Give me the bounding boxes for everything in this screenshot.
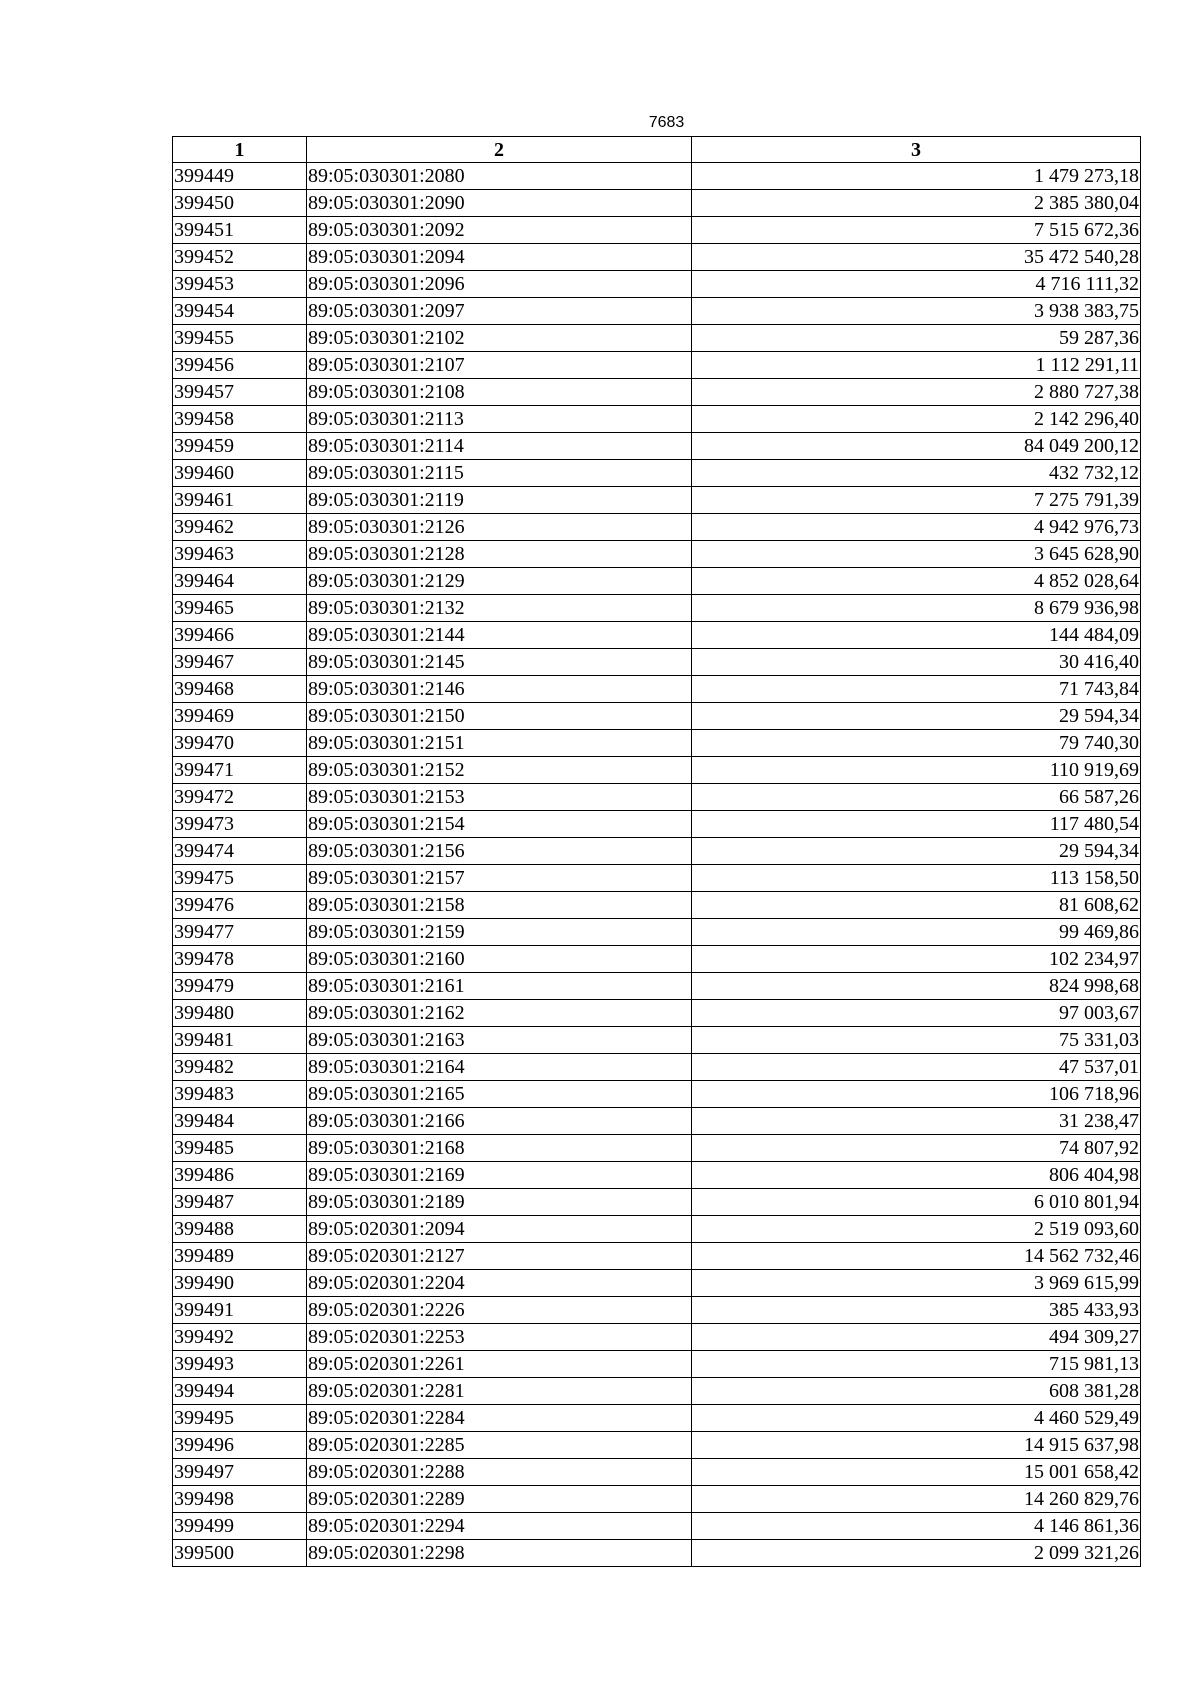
table-row xyxy=(173,1027,1141,1054)
value-cell: 110 919,69 xyxy=(692,757,1141,784)
cadastral-number-cell: 89:05:030301:2113 xyxy=(307,406,692,433)
row-number-cell: 399483 xyxy=(173,1081,307,1108)
cadastral-number-cell: 89:05:030301:2097 xyxy=(307,298,692,325)
value-cell: 824 998,68 xyxy=(692,973,1141,1000)
value-cell: 385 433,93 xyxy=(692,1297,1141,1324)
table-row xyxy=(173,1486,1141,1513)
value-cell: 432 732,12 xyxy=(692,460,1141,487)
value-cell: 2 519 093,60 xyxy=(692,1216,1141,1243)
table-row xyxy=(173,244,1141,271)
cadastral-number-cell: 89:05:030301:2150 xyxy=(307,703,692,730)
table-row xyxy=(173,1108,1141,1135)
row-number-cell: 399464 xyxy=(173,568,307,595)
column-header-3: 3 xyxy=(692,137,1141,163)
row-number-cell: 399499 xyxy=(173,1513,307,1540)
value-cell: 806 404,98 xyxy=(692,1162,1141,1189)
table-row xyxy=(173,433,1141,460)
value-cell: 81 608,62 xyxy=(692,892,1141,919)
table-row xyxy=(173,460,1141,487)
row-number-cell: 399465 xyxy=(173,595,307,622)
value-cell: 144 484,09 xyxy=(692,622,1141,649)
table-row xyxy=(173,1297,1141,1324)
table-row xyxy=(173,487,1141,514)
page-number: 7683 xyxy=(648,114,685,131)
table-row xyxy=(173,622,1141,649)
cadastral-number-cell: 89:05:030301:2189 xyxy=(307,1189,692,1216)
cadastral-number-cell: 89:05:020301:2204 xyxy=(307,1270,692,1297)
value-cell: 31 238,47 xyxy=(692,1108,1141,1135)
table-row xyxy=(173,568,1141,595)
value-cell: 608 381,28 xyxy=(692,1378,1141,1405)
value-cell: 59 287,36 xyxy=(692,325,1141,352)
row-number-cell: 399461 xyxy=(173,487,307,514)
value-cell: 4 460 529,49 xyxy=(692,1405,1141,1432)
cadastral-number-cell: 89:05:030301:2168 xyxy=(307,1135,692,1162)
row-number-cell: 399495 xyxy=(173,1405,307,1432)
table-row xyxy=(173,703,1141,730)
value-cell: 2 099 321,26 xyxy=(692,1540,1141,1567)
row-number-cell: 399482 xyxy=(173,1054,307,1081)
value-cell: 74 807,92 xyxy=(692,1135,1141,1162)
value-cell: 715 981,13 xyxy=(692,1351,1141,1378)
row-number-cell: 399471 xyxy=(173,757,307,784)
table-row xyxy=(173,163,1141,190)
row-number-cell: 399480 xyxy=(173,1000,307,1027)
table-row xyxy=(173,271,1141,298)
table-row xyxy=(173,1054,1141,1081)
row-number-cell: 399481 xyxy=(173,1027,307,1054)
table-row xyxy=(173,1405,1141,1432)
table-row xyxy=(173,1351,1141,1378)
cadastral-number-cell: 89:05:030301:2165 xyxy=(307,1081,692,1108)
value-cell: 494 309,27 xyxy=(692,1324,1141,1351)
value-cell: 71 743,84 xyxy=(692,676,1141,703)
value-cell: 3 969 615,99 xyxy=(692,1270,1141,1297)
value-cell: 99 469,86 xyxy=(692,919,1141,946)
table-row xyxy=(173,1189,1141,1216)
cadastral-number-cell: 89:05:020301:2094 xyxy=(307,1216,692,1243)
row-number-cell: 399493 xyxy=(173,1351,307,1378)
cadastral-number-cell: 89:05:030301:2145 xyxy=(307,649,692,676)
cadastral-number-cell: 89:05:030301:2132 xyxy=(307,595,692,622)
cadastral-number-cell: 89:05:030301:2096 xyxy=(307,271,692,298)
cadastral-number-cell: 89:05:030301:2126 xyxy=(307,514,692,541)
value-cell: 2 385 380,04 xyxy=(692,190,1141,217)
table-row xyxy=(173,352,1141,379)
cadastral-table xyxy=(172,136,1141,1567)
row-number-cell: 399450 xyxy=(173,190,307,217)
cadastral-number-cell: 89:05:030301:2159 xyxy=(307,919,692,946)
row-number-cell: 399454 xyxy=(173,298,307,325)
table-row xyxy=(173,1432,1141,1459)
column-header-1: 1 xyxy=(173,137,307,163)
value-cell: 117 480,54 xyxy=(692,811,1141,838)
row-number-cell: 399490 xyxy=(173,1270,307,1297)
row-number-cell: 399477 xyxy=(173,919,307,946)
row-number-cell: 399498 xyxy=(173,1486,307,1513)
row-number-cell: 399474 xyxy=(173,838,307,865)
row-number-cell: 399470 xyxy=(173,730,307,757)
value-cell: 8 679 936,98 xyxy=(692,595,1141,622)
cadastral-number-cell: 89:05:020301:2253 xyxy=(307,1324,692,1351)
cadastral-number-cell: 89:05:030301:2129 xyxy=(307,568,692,595)
table-row xyxy=(173,1081,1141,1108)
cadastral-number-cell: 89:05:030301:2094 xyxy=(307,244,692,271)
cadastral-number-cell: 89:05:020301:2127 xyxy=(307,1243,692,1270)
value-cell: 4 716 111,32 xyxy=(692,271,1141,298)
cadastral-number-cell: 89:05:030301:2080 xyxy=(307,163,692,190)
cadastral-number-cell: 89:05:030301:2153 xyxy=(307,784,692,811)
cadastral-number-cell: 89:05:030301:2144 xyxy=(307,622,692,649)
cadastral-number-cell: 89:05:030301:2161 xyxy=(307,973,692,1000)
column-header-2: 2 xyxy=(307,137,692,163)
cadastral-number-cell: 89:05:030301:2169 xyxy=(307,1162,692,1189)
table-row xyxy=(173,190,1141,217)
row-number-cell: 399456 xyxy=(173,352,307,379)
value-cell: 47 537,01 xyxy=(692,1054,1141,1081)
cadastral-number-cell: 89:05:030301:2128 xyxy=(307,541,692,568)
table-row xyxy=(173,406,1141,433)
table-row xyxy=(173,541,1141,568)
row-number-cell: 399462 xyxy=(173,514,307,541)
cadastral-number-cell: 89:05:030301:2146 xyxy=(307,676,692,703)
row-number-cell: 399486 xyxy=(173,1162,307,1189)
cadastral-number-cell: 89:05:030301:2092 xyxy=(307,217,692,244)
table-row xyxy=(173,838,1141,865)
row-number-cell: 399460 xyxy=(173,460,307,487)
cadastral-number-cell: 89:05:030301:2107 xyxy=(307,352,692,379)
value-cell: 14 915 637,98 xyxy=(692,1432,1141,1459)
row-number-cell: 399451 xyxy=(173,217,307,244)
table-row xyxy=(173,1135,1141,1162)
table-row xyxy=(173,784,1141,811)
cadastral-number-cell: 89:05:020301:2298 xyxy=(307,1540,692,1567)
value-cell: 2 880 727,38 xyxy=(692,379,1141,406)
cadastral-number-cell: 89:05:020301:2289 xyxy=(307,1486,692,1513)
value-cell: 75 331,03 xyxy=(692,1027,1141,1054)
row-number-cell: 399489 xyxy=(173,1243,307,1270)
value-cell: 3 938 383,75 xyxy=(692,298,1141,325)
value-cell: 97 003,67 xyxy=(692,1000,1141,1027)
cadastral-number-cell: 89:05:030301:2157 xyxy=(307,865,692,892)
table-header xyxy=(173,137,1141,163)
cadastral-number-cell: 89:05:030301:2166 xyxy=(307,1108,692,1135)
row-number-cell: 399459 xyxy=(173,433,307,460)
cadastral-number-cell: 89:05:020301:2285 xyxy=(307,1432,692,1459)
table-row xyxy=(173,919,1141,946)
cadastral-number-cell: 89:05:030301:2154 xyxy=(307,811,692,838)
cadastral-number-cell: 89:05:020301:2226 xyxy=(307,1297,692,1324)
value-cell: 79 740,30 xyxy=(692,730,1141,757)
value-cell: 7 275 791,39 xyxy=(692,487,1141,514)
value-cell: 14 260 829,76 xyxy=(692,1486,1141,1513)
value-cell: 35 472 540,28 xyxy=(692,244,1141,271)
row-number-cell: 399485 xyxy=(173,1135,307,1162)
table-row xyxy=(173,595,1141,622)
table-row xyxy=(173,811,1141,838)
cadastral-number-cell: 89:05:020301:2284 xyxy=(307,1405,692,1432)
cadastral-number-cell: 89:05:030301:2119 xyxy=(307,487,692,514)
table-row xyxy=(173,217,1141,244)
table-body xyxy=(173,163,1141,1567)
table-row xyxy=(173,1324,1141,1351)
table-row xyxy=(173,973,1141,1000)
table-row xyxy=(173,649,1141,676)
row-number-cell: 399487 xyxy=(173,1189,307,1216)
row-number-cell: 399449 xyxy=(173,163,307,190)
cadastral-number-cell: 89:05:030301:2152 xyxy=(307,757,692,784)
cadastral-number-cell: 89:05:030301:2164 xyxy=(307,1054,692,1081)
row-number-cell: 399455 xyxy=(173,325,307,352)
value-cell: 7 515 672,36 xyxy=(692,217,1141,244)
table-row xyxy=(173,1378,1141,1405)
table-row xyxy=(173,1540,1141,1567)
value-cell: 14 562 732,46 xyxy=(692,1243,1141,1270)
value-cell: 15 001 658,42 xyxy=(692,1459,1141,1486)
table-row xyxy=(173,946,1141,973)
row-number-cell: 399453 xyxy=(173,271,307,298)
cadastral-number-cell: 89:05:020301:2288 xyxy=(307,1459,692,1486)
value-cell: 4 852 028,64 xyxy=(692,568,1141,595)
cadastral-number-cell: 89:05:020301:2281 xyxy=(307,1378,692,1405)
table-row xyxy=(173,1243,1141,1270)
table-row xyxy=(173,379,1141,406)
table-row xyxy=(173,1000,1141,1027)
row-number-cell: 399478 xyxy=(173,946,307,973)
value-cell: 84 049 200,12 xyxy=(692,433,1141,460)
table-row xyxy=(173,1513,1141,1540)
row-number-cell: 399488 xyxy=(173,1216,307,1243)
cadastral-number-cell: 89:05:030301:2163 xyxy=(307,1027,692,1054)
cadastral-number-cell: 89:05:020301:2294 xyxy=(307,1513,692,1540)
cadastral-number-cell: 89:05:030301:2162 xyxy=(307,1000,692,1027)
value-cell: 1 479 273,18 xyxy=(692,163,1141,190)
table-row xyxy=(173,892,1141,919)
cadastral-number-cell: 89:05:030301:2102 xyxy=(307,325,692,352)
value-cell: 6 010 801,94 xyxy=(692,1189,1141,1216)
table-row xyxy=(173,298,1141,325)
row-number-cell: 399500 xyxy=(173,1540,307,1567)
row-number-cell: 399479 xyxy=(173,973,307,1000)
table-row xyxy=(173,1216,1141,1243)
value-cell: 4 942 976,73 xyxy=(692,514,1141,541)
row-number-cell: 399458 xyxy=(173,406,307,433)
table-row xyxy=(173,757,1141,784)
cadastral-number-cell: 89:05:020301:2261 xyxy=(307,1351,692,1378)
row-number-cell: 399466 xyxy=(173,622,307,649)
row-number-cell: 399463 xyxy=(173,541,307,568)
table-row xyxy=(173,514,1141,541)
cadastral-number-cell: 89:05:030301:2114 xyxy=(307,433,692,460)
table-row xyxy=(173,1459,1141,1486)
row-number-cell: 399467 xyxy=(173,649,307,676)
value-cell: 4 146 861,36 xyxy=(692,1513,1141,1540)
cadastral-number-cell: 89:05:030301:2160 xyxy=(307,946,692,973)
table-row xyxy=(173,1162,1141,1189)
row-number-cell: 399452 xyxy=(173,244,307,271)
value-cell: 106 718,96 xyxy=(692,1081,1141,1108)
table-row xyxy=(173,730,1141,757)
cadastral-number-cell: 89:05:030301:2158 xyxy=(307,892,692,919)
row-number-cell: 399472 xyxy=(173,784,307,811)
row-number-cell: 399468 xyxy=(173,676,307,703)
value-cell: 3 645 628,90 xyxy=(692,541,1141,568)
table-row xyxy=(173,325,1141,352)
row-number-cell: 399494 xyxy=(173,1378,307,1405)
cadastral-number-cell: 89:05:030301:2156 xyxy=(307,838,692,865)
cadastral-number-cell: 89:05:030301:2108 xyxy=(307,379,692,406)
row-number-cell: 399469 xyxy=(173,703,307,730)
cadastral-number-cell: 89:05:030301:2115 xyxy=(307,460,692,487)
row-number-cell: 399484 xyxy=(173,1108,307,1135)
table-row xyxy=(173,1270,1141,1297)
row-number-cell: 399473 xyxy=(173,811,307,838)
row-number-cell: 399496 xyxy=(173,1432,307,1459)
value-cell: 29 594,34 xyxy=(692,703,1141,730)
value-cell: 2 142 296,40 xyxy=(692,406,1141,433)
value-cell: 66 587,26 xyxy=(692,784,1141,811)
row-number-cell: 399476 xyxy=(173,892,307,919)
value-cell: 102 234,97 xyxy=(692,946,1141,973)
value-cell: 1 112 291,11 xyxy=(692,352,1141,379)
table-row xyxy=(173,865,1141,892)
value-cell: 30 416,40 xyxy=(692,649,1141,676)
cadastral-number-cell: 89:05:030301:2090 xyxy=(307,190,692,217)
row-number-cell: 399491 xyxy=(173,1297,307,1324)
row-number-cell: 399497 xyxy=(173,1459,307,1486)
row-number-cell: 399475 xyxy=(173,865,307,892)
row-number-cell: 399492 xyxy=(173,1324,307,1351)
table-row xyxy=(173,676,1141,703)
row-number-cell: 399457 xyxy=(173,379,307,406)
value-cell: 113 158,50 xyxy=(692,865,1141,892)
header-row xyxy=(173,137,1141,163)
cadastral-number-cell: 89:05:030301:2151 xyxy=(307,730,692,757)
value-cell: 29 594,34 xyxy=(692,838,1141,865)
